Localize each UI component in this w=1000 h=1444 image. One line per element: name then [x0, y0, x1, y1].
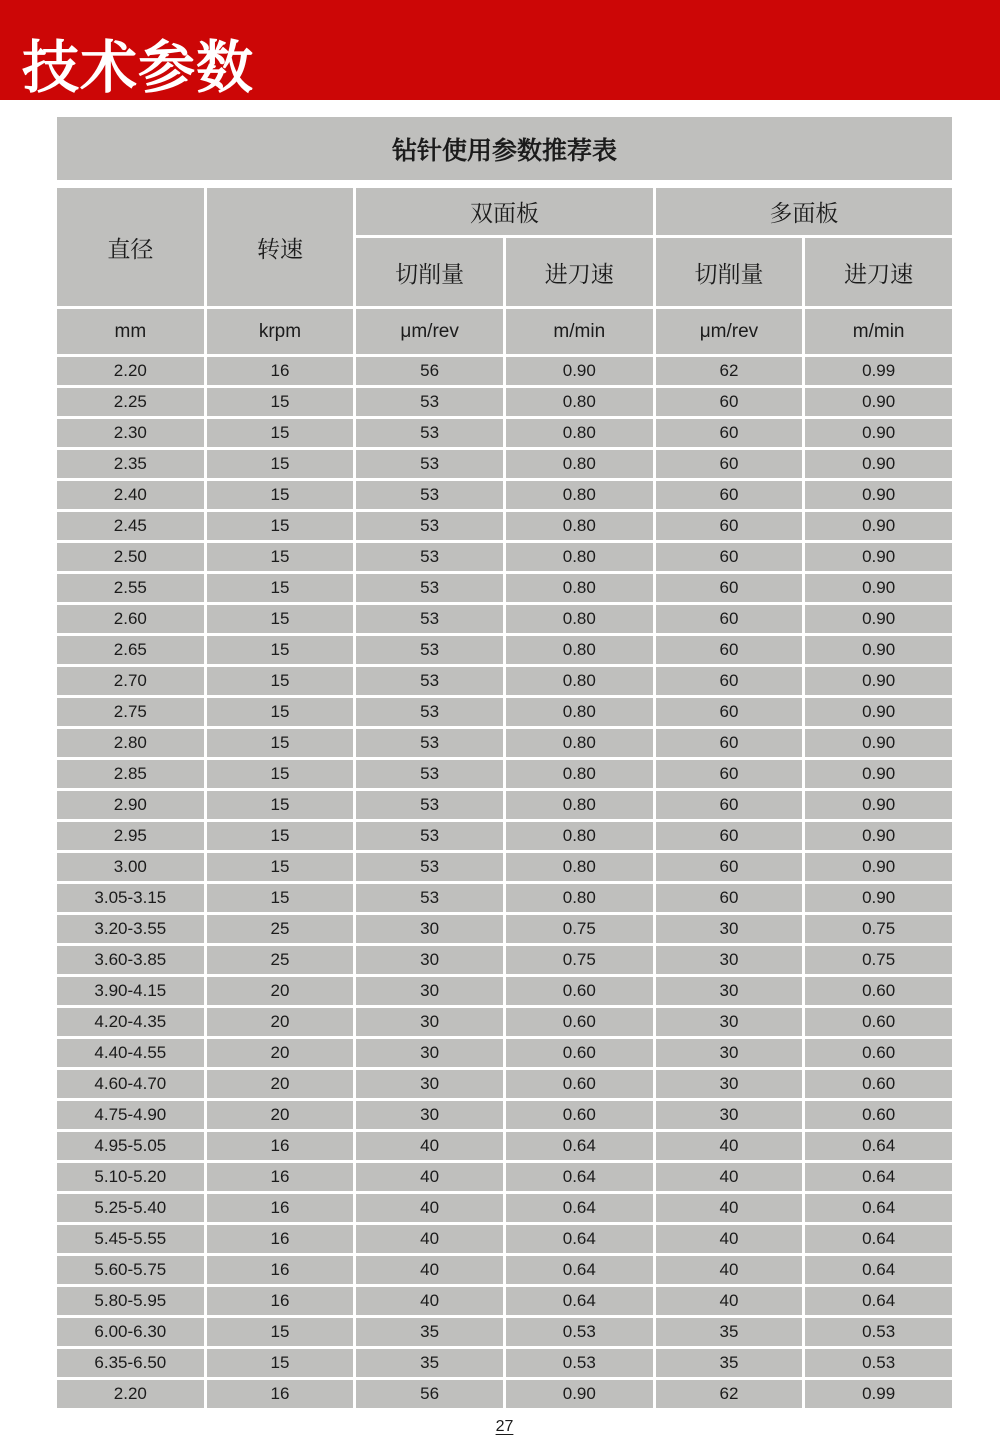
table-cell: 53 — [356, 574, 503, 602]
table-cell: 0.75 — [506, 946, 653, 974]
table-cell: 15 — [207, 853, 354, 881]
table-cell: 40 — [356, 1225, 503, 1253]
table-row — [57, 915, 952, 943]
table-row — [57, 822, 952, 850]
table-cell: 25 — [207, 946, 354, 974]
unit-um-rev-multi: μm/rev — [656, 309, 803, 354]
table-cell: 0.90 — [805, 667, 952, 695]
table-row — [57, 1039, 952, 1067]
table-cell: 60 — [656, 543, 803, 571]
table-cell: 0.90 — [805, 884, 952, 912]
table-cell: 0.90 — [805, 512, 952, 540]
table-cell: 15 — [207, 419, 354, 447]
table-cell: 5.10-5.20 — [57, 1163, 204, 1191]
table-cell: 40 — [356, 1194, 503, 1222]
table-cell: 0.90 — [805, 760, 952, 788]
table-cell: 60 — [656, 388, 803, 416]
table-cell: 40 — [656, 1163, 803, 1191]
table-cell: 0.80 — [506, 729, 653, 757]
table-row — [57, 729, 952, 757]
table-cell: 0.90 — [805, 419, 952, 447]
table-cell: 16 — [207, 1256, 354, 1284]
table-cell: 53 — [356, 450, 503, 478]
table-cell: 0.80 — [506, 450, 653, 478]
table-cell: 15 — [207, 791, 354, 819]
table-cell: 15 — [207, 667, 354, 695]
table-row — [57, 1225, 952, 1253]
page-banner — [0, 0, 1000, 100]
table-cell: 0.90 — [805, 388, 952, 416]
table-title: 钻针使用参数推荐表 — [57, 117, 952, 180]
table-row — [57, 481, 952, 509]
table-row — [57, 1318, 952, 1346]
table-cell: 0.64 — [805, 1287, 952, 1315]
table-cell: 0.80 — [506, 667, 653, 695]
table-row — [57, 605, 952, 633]
table-row — [57, 1287, 952, 1315]
table-cell: 0.90 — [805, 450, 952, 478]
table-cell: 2.50 — [57, 543, 204, 571]
table-cell: 0.80 — [506, 419, 653, 447]
table-cell: 60 — [656, 729, 803, 757]
unit-um-rev-double: μm/rev — [356, 309, 503, 354]
table-cell: 30 — [656, 1101, 803, 1129]
table-cell: 2.45 — [57, 512, 204, 540]
table-cell: 0.90 — [805, 574, 952, 602]
unit-mm: mm — [57, 309, 204, 354]
table-cell: 60 — [656, 760, 803, 788]
table-cell: 30 — [656, 1070, 803, 1098]
table-cell: 15 — [207, 698, 354, 726]
table-cell: 30 — [656, 946, 803, 974]
table-cell: 53 — [356, 388, 503, 416]
table-cell: 20 — [207, 977, 354, 1005]
table-cell: 4.40-4.55 — [57, 1039, 204, 1067]
table-cell: 35 — [356, 1318, 503, 1346]
table-cell: 2.85 — [57, 760, 204, 788]
table-cell: 30 — [356, 1101, 503, 1129]
table-cell: 3.00 — [57, 853, 204, 881]
table-cell: 0.53 — [805, 1318, 952, 1346]
table-cell: 25 — [207, 915, 354, 943]
table-cell: 15 — [207, 729, 354, 757]
table-cell: 0.90 — [805, 729, 952, 757]
table-cell: 0.90 — [506, 1380, 653, 1408]
table-cell: 15 — [207, 543, 354, 571]
table-cell: 0.90 — [805, 791, 952, 819]
table-row — [57, 1194, 952, 1222]
table-cell: 6.35-6.50 — [57, 1349, 204, 1377]
table-cell: 0.64 — [506, 1132, 653, 1160]
table-row — [57, 574, 952, 602]
table-cell: 53 — [356, 729, 503, 757]
table-cell: 60 — [656, 791, 803, 819]
table-row — [57, 419, 952, 447]
col-header-feed-rate-multi: 进刀速 — [805, 238, 952, 306]
table-cell: 20 — [207, 1101, 354, 1129]
table-row — [57, 1163, 952, 1191]
table-row — [57, 853, 952, 881]
table-cell: 30 — [356, 915, 503, 943]
table-cell: 0.80 — [506, 822, 653, 850]
table-cell: 5.60-5.75 — [57, 1256, 204, 1284]
table-cell: 0.64 — [506, 1256, 653, 1284]
table-cell: 0.90 — [805, 853, 952, 881]
table-cell: 53 — [356, 512, 503, 540]
table-cell: 0.64 — [805, 1132, 952, 1160]
table-cell: 0.53 — [805, 1349, 952, 1377]
page-footer — [57, 1418, 952, 1436]
table-cell: 30 — [356, 1008, 503, 1036]
table-cell: 0.64 — [805, 1194, 952, 1222]
table-cell: 0.64 — [805, 1163, 952, 1191]
table-cell: 40 — [656, 1132, 803, 1160]
parameters-section — [57, 117, 952, 1436]
table-cell: 0.90 — [805, 605, 952, 633]
table-cell: 60 — [656, 481, 803, 509]
page-title: 技术参数 — [22, 36, 254, 100]
col-header-feed-rate-double: 进刀速 — [506, 238, 653, 306]
table-row — [57, 1070, 952, 1098]
table-cell: 0.64 — [805, 1256, 952, 1284]
table-cell: 15 — [207, 822, 354, 850]
table-cell: 53 — [356, 791, 503, 819]
table-cell: 0.64 — [506, 1163, 653, 1191]
table-cell: 60 — [656, 884, 803, 912]
table-cell: 0.75 — [506, 915, 653, 943]
table-cell: 15 — [207, 450, 354, 478]
table-cell: 53 — [356, 822, 503, 850]
table-cell: 16 — [207, 357, 354, 385]
table-cell: 2.90 — [57, 791, 204, 819]
table-cell: 2.55 — [57, 574, 204, 602]
table-cell: 60 — [656, 605, 803, 633]
page-number: 27 — [495, 1418, 514, 1435]
table-cell: 60 — [656, 450, 803, 478]
table-cell: 53 — [356, 419, 503, 447]
table-cell: 16 — [207, 1380, 354, 1408]
table-cell: 0.90 — [805, 543, 952, 571]
table-row — [57, 1008, 952, 1036]
table-cell: 0.90 — [805, 822, 952, 850]
table-cell: 5.25-5.40 — [57, 1194, 204, 1222]
table-cell: 0.64 — [506, 1194, 653, 1222]
header-row-units — [57, 309, 952, 354]
table-cell: 0.80 — [506, 605, 653, 633]
table-cell: 0.60 — [506, 977, 653, 1005]
table-cell: 3.20-3.55 — [57, 915, 204, 943]
table-cell: 15 — [207, 1318, 354, 1346]
table-cell: 35 — [656, 1349, 803, 1377]
table-cell: 15 — [207, 760, 354, 788]
table-cell: 40 — [656, 1287, 803, 1315]
table-cell: 0.64 — [506, 1225, 653, 1253]
table-cell: 0.80 — [506, 698, 653, 726]
table-cell: 0.80 — [506, 884, 653, 912]
table-cell: 53 — [356, 667, 503, 695]
table-cell: 60 — [656, 512, 803, 540]
table-cell: 3.05-3.15 — [57, 884, 204, 912]
table-row — [57, 977, 952, 1005]
table-cell: 60 — [656, 698, 803, 726]
table-cell: 16 — [207, 1163, 354, 1191]
table-cell: 0.90 — [805, 636, 952, 664]
table-cell: 16 — [207, 1194, 354, 1222]
table-cell: 5.80-5.95 — [57, 1287, 204, 1315]
col-group-multi-board: 多面板 — [656, 188, 952, 235]
table-cell: 0.60 — [805, 977, 952, 1005]
table-cell: 2.80 — [57, 729, 204, 757]
table-cell: 0.90 — [805, 481, 952, 509]
table-cell: 16 — [207, 1225, 354, 1253]
table-cell: 16 — [207, 1132, 354, 1160]
table-cell: 0.75 — [805, 946, 952, 974]
table-cell: 4.95-5.05 — [57, 1132, 204, 1160]
table-row — [57, 450, 952, 478]
table-cell: 2.35 — [57, 450, 204, 478]
table-row — [57, 698, 952, 726]
table-cell: 2.70 — [57, 667, 204, 695]
col-header-chip-load-multi: 切削量 — [656, 238, 803, 306]
header-row-groups — [57, 188, 952, 235]
table-cell: 56 — [356, 357, 503, 385]
table-cell: 30 — [356, 1070, 503, 1098]
table-cell: 15 — [207, 636, 354, 664]
table-cell: 53 — [356, 884, 503, 912]
table-cell: 53 — [356, 481, 503, 509]
table-cell: 53 — [356, 636, 503, 664]
table-cell: 60 — [656, 419, 803, 447]
table-cell: 40 — [656, 1225, 803, 1253]
table-cell: 2.25 — [57, 388, 204, 416]
table-cell: 0.80 — [506, 760, 653, 788]
table-header — [57, 188, 952, 354]
table-cell: 60 — [656, 853, 803, 881]
table-cell: 53 — [356, 698, 503, 726]
table-row — [57, 1380, 952, 1408]
table-row — [57, 1132, 952, 1160]
table-cell: 30 — [656, 977, 803, 1005]
table-row — [57, 543, 952, 571]
table-cell: 0.80 — [506, 543, 653, 571]
parameters-table — [54, 185, 955, 1411]
table-cell: 3.90-4.15 — [57, 977, 204, 1005]
table-cell: 15 — [207, 481, 354, 509]
table-cell: 60 — [656, 822, 803, 850]
table-cell: 0.80 — [506, 512, 653, 540]
table-cell: 0.53 — [506, 1318, 653, 1346]
table-cell: 0.60 — [805, 1070, 952, 1098]
unit-m-min-multi: m/min — [805, 309, 952, 354]
table-cell: 35 — [356, 1349, 503, 1377]
table-cell: 0.99 — [805, 1380, 952, 1408]
col-header-diameter: 直径 — [57, 188, 204, 306]
table-cell: 0.80 — [506, 481, 653, 509]
table-cell: 2.30 — [57, 419, 204, 447]
table-cell: 0.64 — [805, 1225, 952, 1253]
table-cell: 0.64 — [506, 1287, 653, 1315]
table-cell: 0.80 — [506, 791, 653, 819]
table-cell: 15 — [207, 512, 354, 540]
table-cell: 30 — [656, 1008, 803, 1036]
table-cell: 0.80 — [506, 388, 653, 416]
table-cell: 2.20 — [57, 357, 204, 385]
table-row — [57, 636, 952, 664]
table-row — [57, 667, 952, 695]
table-row — [57, 512, 952, 540]
table-cell: 15 — [207, 388, 354, 416]
table-cell: 30 — [656, 1039, 803, 1067]
table-row — [57, 357, 952, 385]
table-cell: 20 — [207, 1070, 354, 1098]
table-cell: 40 — [656, 1194, 803, 1222]
unit-krpm: krpm — [207, 309, 354, 354]
table-cell: 0.99 — [805, 357, 952, 385]
table-cell: 40 — [356, 1287, 503, 1315]
table-cell: 0.80 — [506, 636, 653, 664]
table-cell: 0.60 — [506, 1039, 653, 1067]
table-row — [57, 1101, 952, 1129]
table-cell: 15 — [207, 1349, 354, 1377]
table-cell: 30 — [356, 946, 503, 974]
table-cell: 0.60 — [506, 1008, 653, 1036]
table-cell: 20 — [207, 1008, 354, 1036]
table-cell: 30 — [656, 915, 803, 943]
table-row — [57, 1349, 952, 1377]
table-cell: 0.60 — [506, 1070, 653, 1098]
table-cell: 4.75-4.90 — [57, 1101, 204, 1129]
table-cell: 53 — [356, 605, 503, 633]
table-cell: 15 — [207, 605, 354, 633]
table-row — [57, 884, 952, 912]
table-cell: 30 — [356, 977, 503, 1005]
table-cell: 30 — [356, 1039, 503, 1067]
table-row — [57, 388, 952, 416]
table-cell: 4.60-4.70 — [57, 1070, 204, 1098]
table-cell: 15 — [207, 574, 354, 602]
table-cell: 15 — [207, 884, 354, 912]
table-cell: 0.60 — [805, 1101, 952, 1129]
table-body — [57, 357, 952, 1408]
table-cell: 60 — [656, 667, 803, 695]
table-cell: 53 — [356, 853, 503, 881]
unit-m-min-double: m/min — [506, 309, 653, 354]
table-cell: 0.60 — [805, 1039, 952, 1067]
table-cell: 0.60 — [805, 1008, 952, 1036]
table-cell: 0.80 — [506, 574, 653, 602]
table-cell: 40 — [356, 1132, 503, 1160]
table-cell: 2.65 — [57, 636, 204, 664]
table-cell: 6.00-6.30 — [57, 1318, 204, 1346]
table-cell: 62 — [656, 1380, 803, 1408]
table-cell: 3.60-3.85 — [57, 946, 204, 974]
table-cell: 0.90 — [805, 698, 952, 726]
table-cell: 40 — [656, 1256, 803, 1284]
table-cell: 0.75 — [805, 915, 952, 943]
col-header-speed: 转速 — [207, 188, 354, 306]
table-cell: 2.75 — [57, 698, 204, 726]
table-cell: 56 — [356, 1380, 503, 1408]
col-group-double-board: 双面板 — [356, 188, 652, 235]
table-cell: 40 — [356, 1163, 503, 1191]
table-row — [57, 791, 952, 819]
table-cell: 0.90 — [506, 357, 653, 385]
table-row — [57, 760, 952, 788]
table-cell: 35 — [656, 1318, 803, 1346]
table-cell: 40 — [356, 1256, 503, 1284]
table-cell: 4.20-4.35 — [57, 1008, 204, 1036]
table-cell: 16 — [207, 1287, 354, 1315]
table-cell: 0.53 — [506, 1349, 653, 1377]
table-cell: 5.45-5.55 — [57, 1225, 204, 1253]
table-row — [57, 1256, 952, 1284]
table-row — [57, 946, 952, 974]
table-cell: 53 — [356, 760, 503, 788]
table-cell: 53 — [356, 543, 503, 571]
table-cell: 0.60 — [506, 1101, 653, 1129]
table-cell: 20 — [207, 1039, 354, 1067]
table-cell: 2.20 — [57, 1380, 204, 1408]
table-cell: 60 — [656, 636, 803, 664]
table-cell: 2.95 — [57, 822, 204, 850]
table-cell: 62 — [656, 357, 803, 385]
col-header-chip-load-double: 切削量 — [356, 238, 503, 306]
table-cell: 2.40 — [57, 481, 204, 509]
table-cell: 2.60 — [57, 605, 204, 633]
table-cell: 60 — [656, 574, 803, 602]
table-cell: 0.80 — [506, 853, 653, 881]
